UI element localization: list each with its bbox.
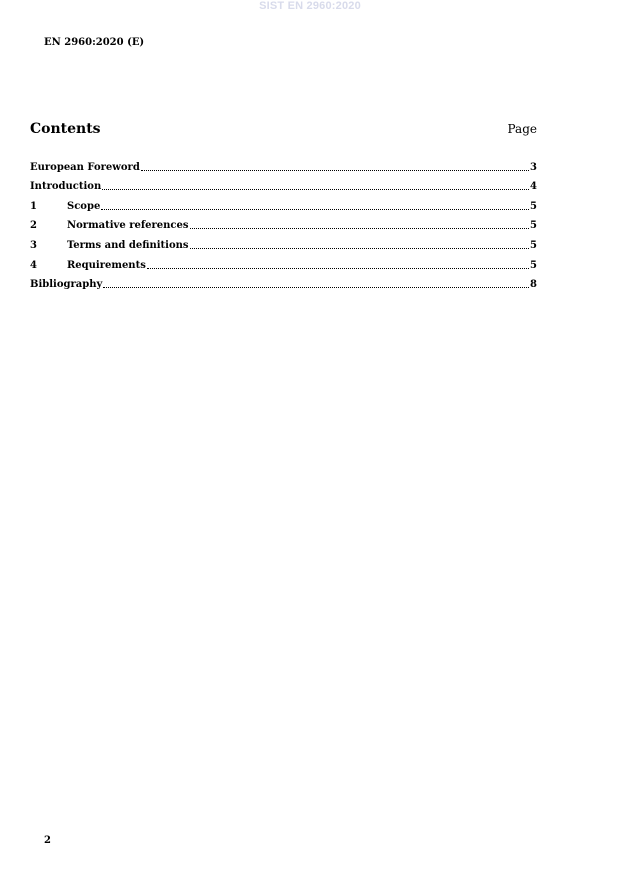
toc-entry-number: 4 (30, 259, 37, 271)
toc-dot-leader (190, 227, 530, 229)
toc-entry-european-foreword[interactable] (30, 154, 537, 174)
toc-entry-normative-references[interactable] (30, 213, 537, 233)
toc-dot-leader (147, 267, 529, 269)
toc-entry-introduction[interactable] (30, 174, 537, 194)
contents-heading: Contents (30, 121, 101, 137)
toc-entry-requirements[interactable] (30, 252, 537, 272)
toc-entry-title: Scope (67, 200, 101, 212)
toc-entry-number: 1 (30, 200, 37, 212)
toc-entry-page: 3 (530, 161, 537, 173)
toc-dot-leader (190, 247, 530, 249)
toc-entry-title: Normative references (67, 220, 189, 232)
toc-entry-bibliography[interactable] (30, 272, 537, 292)
toc-entry-number: 2 (30, 220, 37, 232)
toc-entry-title: European Foreword (30, 161, 140, 173)
toc-entry-scope[interactable] (30, 193, 537, 213)
toc-entry-page: 8 (530, 279, 537, 291)
toc-dot-leader (102, 188, 529, 190)
page-number: 2 (44, 835, 51, 846)
toc-dot-leader (103, 286, 529, 288)
toc-entry-title: Introduction (30, 181, 102, 193)
table-of-contents (30, 154, 537, 291)
toc-entry-page: 4 (530, 181, 537, 193)
document-id-header: EN 2960:2020 (E) (44, 37, 145, 48)
toc-entry-page: 5 (530, 200, 537, 212)
toc-entry-title: Requirements (67, 259, 146, 271)
toc-entry-title: Terms and definitions (67, 239, 189, 251)
toc-entry-title: Bibliography (30, 279, 103, 291)
toc-dot-leader (141, 169, 529, 171)
toc-entry-terms-and-definitions[interactable] (30, 232, 537, 252)
toc-dot-leader (101, 208, 529, 210)
page-column-label: Page (507, 122, 537, 136)
toc-entry-page: 5 (530, 259, 537, 271)
toc-entry-page: 5 (530, 220, 537, 232)
watermark: SIST EN 2960:2020 (259, 0, 361, 12)
toc-entry-number: 3 (30, 239, 37, 251)
toc-entry-page: 5 (530, 239, 537, 251)
